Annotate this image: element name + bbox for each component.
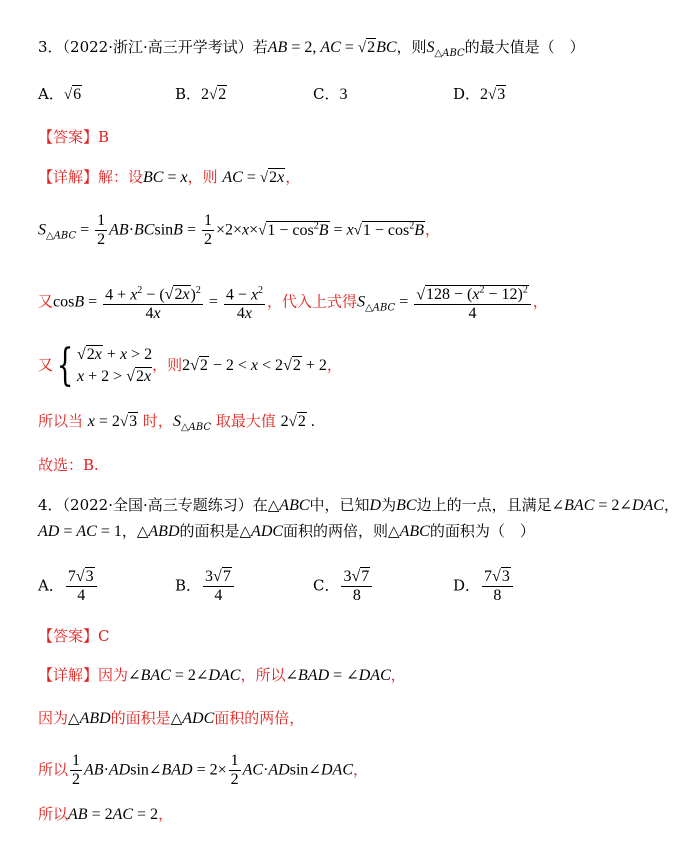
- q3-detail-step3: 又cosB = $\frac{4 + x^2 - (√2x)^2}{4x}$ = $\frac{4 - x^2}{4x}$ ，代入上式得$S_{\triangle ABC}$ = $\frac{√128 - (x^2 - 12)^2}{4}$ ，: [38, 282, 548, 323]
- q3-detail-step6: 故选：B.: [38, 456, 99, 474]
- q4-answer: 【答案】C: [38, 627, 110, 645]
- q3-intro: 3．（2022·浙江·高三开学考试）若: [38, 38, 268, 56]
- q4-option-a: A． $\frac{7√3}{4}$: [38, 568, 99, 605]
- q4-detail-step1: 【详解】因为∠BAC = 2∠DAC，所以∠BAD = ∠DAC，: [38, 666, 406, 684]
- q3-detail-step4: 又{ √2x + x > 2 x + 2 > √2x ，则2√2 − 2 < x < 2√2 + 2，: [38, 340, 342, 391]
- q4-option-b: B． $\frac{3√7}{4}$: [175, 568, 236, 605]
- q4-option-c: C． $\frac{3√7}{8}$: [313, 568, 374, 605]
- q3-option-b: B．2√2: [175, 85, 227, 103]
- q3-stem: 3．（2022·浙江·高三开学考试）若AB = 2, AC = √2BC，则$S_{\triangle ABC}$的最大值是（ ）: [38, 38, 585, 59]
- q4-detail-step3: 所以 $\frac{1}{2}$ AB·ADsin∠BAD = 2× $\frac{1}{2}$ AC·ADsin∠DAC，: [38, 752, 368, 788]
- q3-option-a: A．√6: [38, 85, 82, 103]
- q4-detail-step2: 因为△ABD的面积是△ADC面积的两倍，: [38, 709, 305, 727]
- q3-option-c: C．3: [313, 85, 348, 103]
- q3-answer: 【答案】B: [38, 128, 110, 146]
- q3-detail-step1: 【详解】解：设BC = x，则 AC = √2x，: [38, 168, 301, 186]
- q3-detail-step5: 所以当 x = 2√3 时，$S_{\triangle ABC}$ 取最大值 2√2 .: [38, 412, 315, 433]
- q4-stem-line1: 4．（2022·全国·高三专题练习）在△ABC中，已知D为BC边上的一点，且满足∠BAC = 2∠DAC，: [38, 496, 679, 514]
- q4-stem-line2: AD = AC = 1，△ABD的面积是△ADC面积的两倍，则△ABC的面积为（ ）: [38, 522, 535, 540]
- q3-detail-step2: $S_{\triangle ABC}$ = $\frac{1}{2}$ AB·BCsinB = $\frac{1}{2}$ $\times 2\times x\times√1 - \cos^2B = x√1 - \cos^2B$，: [38, 212, 441, 248]
- q3-condition: AB: [267, 39, 288, 56]
- q4-detail-step4: 所以AB = 2AC = 2，: [38, 805, 174, 823]
- q3-tail: ，则$S_{\triangle ABC}$的最大值是（ ）: [396, 38, 585, 59]
- q4-option-d: D． $\frac{7√3}{8}$: [453, 568, 515, 605]
- q3-option-d: D．2√3: [453, 85, 506, 103]
